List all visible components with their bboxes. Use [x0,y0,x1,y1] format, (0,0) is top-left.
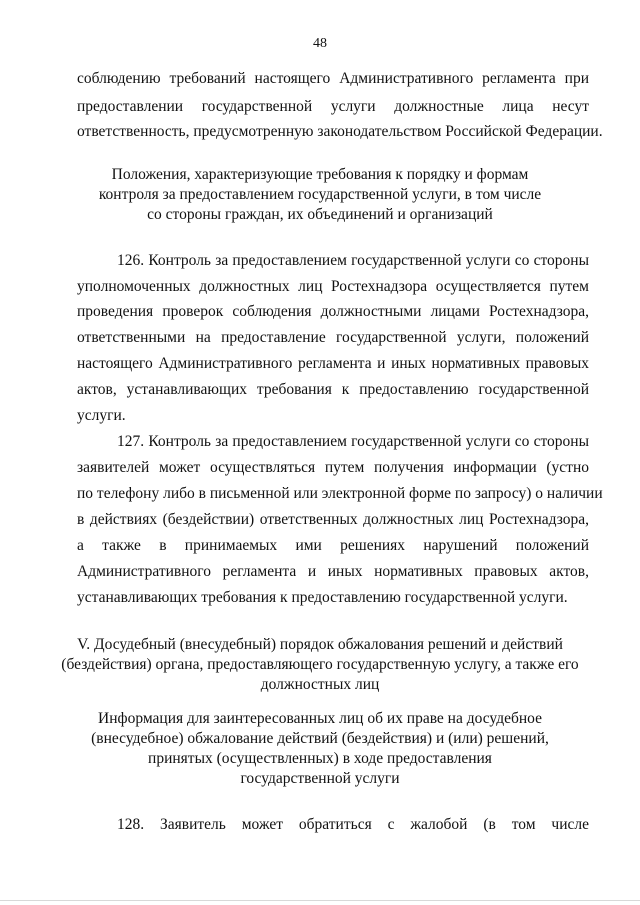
paragraph-127-line-3: по телефону либо в письменной или электронной форме по запросу) о наличии [77,485,603,502]
heading-section-v-line-2: (бездействия) органа, предоставляющего государственную услугу, а также его [61,656,579,673]
paragraph-128-line-1: 128. Заявитель может обратиться с жалобой (в том числе [117,816,589,833]
heading-section-v-line-3: должностных лиц [260,676,380,693]
page-number: 48 [313,36,327,51]
scan-edge [0,900,640,901]
paragraph-127-line-2: заявителей может осуществляться путем получения информации (устно [77,459,589,476]
heading-control-line-3: со стороны граждан, их объединений и организаций [147,206,493,223]
heading-information-line-4: государственной услуги [240,770,400,787]
heading-control [40,165,600,225]
heading-section-v [40,635,600,695]
heading-section-v-line-1: V. Досудебный (внесудебный) порядок обжалования решений и действий [77,636,563,653]
paragraph-126-line-5: настоящего Административного регламента и иных нормативных правовых [77,355,589,372]
heading-control-line-2: контроля за предоставлением государственной услуги, в том числе [98,186,542,203]
heading-information-line-3: принятых (осуществленных) в ходе предоставления [148,750,492,767]
paragraph-127-line-6: Административного регламента и иных нормативных правовых актов, [77,563,589,580]
heading-information-line-1: Информация для заинтересованных лиц об их праве на досудебное [98,710,542,727]
paragraph-126-line-7: услуги. [77,407,126,424]
paragraph-126-line-2: уполномоченных должностных лиц Ростехнадзора осуществляется путем [77,278,589,295]
heading-information-line-2: (внесудебное) обжалование действий (бездействия) и (или) решений, [91,730,549,747]
paragraph-126-line-6: актов, устанавливающих требования к предоставлению государственной [77,381,589,398]
intro-line-1: соблюдению требований настоящего Административного регламента при [77,70,589,87]
heading-control-line-1: Положения, характеризующие требования к порядку и формам [111,166,529,183]
intro-line-3: ответственность, предусмотренную законодательством Российской Федерации. [77,123,603,140]
paragraph-127-line-7: устанавливающих требования к предоставлению государственной услуги. [77,589,568,606]
paragraph-127-line-5: а также в принимаемых ими решениях нарушений положений [77,537,589,554]
paragraph-127-line-1: 127. Контроль за предоставлением государственной услуги со стороны [117,433,589,450]
paragraph-126-line-1: 126. Контроль за предоставлением государственной услуги со стороны [117,252,589,269]
heading-information [40,709,600,789]
paragraph-127-line-4: в действиях (бездействии) ответственных должностных лиц Ростехнадзора, [77,511,589,528]
paragraph-126-line-3: проведения проверок соблюдения должностными лицами Ростехнадзора, [77,303,589,320]
intro-line-2: предоставлении государственной услуги должностные лица несут [77,98,589,115]
paragraph-126-line-4: ответственными на предоставление государственной услуги, положений [77,329,589,346]
